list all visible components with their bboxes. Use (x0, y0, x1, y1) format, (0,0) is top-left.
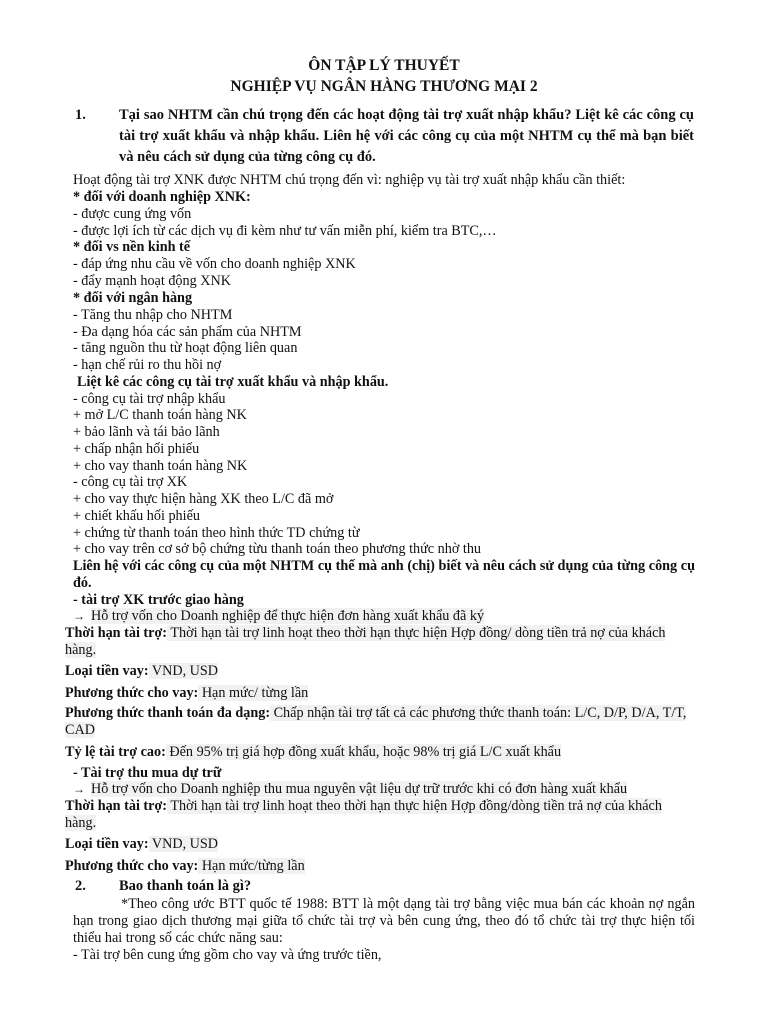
list-item: - hạn chế rủi ro thu hồi nợ (73, 357, 222, 373)
doc-title-line1: ÔN TẬP LÝ THUYẾT (308, 57, 460, 74)
list-item: - Tài trợ bên cung ứng gồm cho vay và ứng trước tiền, (73, 947, 382, 963)
question-2-text: Bao thanh toán là gì? (119, 878, 252, 894)
list-item: - công cụ tài trợ nhập khẩu (73, 391, 226, 407)
section-1-phuong-thuc-thanh-toan (65, 705, 695, 739)
label: Thời hạn tài trợ: (65, 625, 168, 641)
heading-doanh-nghiep: * đối với doanh nghiệp XNK: (73, 189, 251, 205)
section-1-phuong-thuc-vay (65, 685, 308, 702)
doc-title-line2: NGHIỆP VỤ NGÂN HÀNG THƯƠNG MẠI 2 (230, 78, 538, 95)
question-1-text: Tại sao NHTM cần chú trọng đến các hoạt động tài trợ xuất nhập khẩu? Liệt kê các công cụ tài trợ xuất khẩu và nhập khẩu. Liên hệ với các công cụ của một NHTM cụ thể mà bạn biết và nêu cách sử dụng của từng công cụ đó. (119, 107, 694, 165)
section-2-loai-tien (65, 836, 218, 853)
list-item: + cho vay trên cơ sở bộ chứng từu thanh toán theo phương thức nhờ thu (73, 541, 482, 557)
list-item: + cho vay thanh toán hàng NK (73, 458, 248, 474)
label: Phương thức cho vay: (65, 858, 199, 874)
list-item: + chấp nhận hối phiếu (73, 441, 200, 457)
label: Phương thức cho vay: (65, 685, 199, 701)
arrow-right-icon: → (73, 609, 85, 623)
desc-text: Hỗ trợ vốn cho Doanh nghiệp để thực hiện đơn hàng xuất khẩu đã ký (91, 608, 485, 624)
label: Loại tiền vay: (65, 836, 149, 852)
value: Hạn mức/từng lần (198, 858, 305, 874)
heading-nen-kinh-te: * đối vs nền kinh tế (73, 239, 191, 255)
label: Loại tiền vay: (65, 663, 149, 679)
list-item: - đẩy mạnh hoạt động XNK (73, 273, 232, 289)
section-2-description (73, 781, 627, 798)
section-1-heading: - tài trợ XK trước giao hàng (73, 592, 244, 608)
desc-text: Hỗ trợ vốn cho Doanh nghiệp thu mua nguyên vật liệu dự trữ trước khi có đơn hàng xuất khẩu (91, 781, 628, 797)
section-1-ty-le (65, 744, 561, 761)
section-1-thoi-han (65, 625, 695, 659)
section-2-phuong-thuc-vay (65, 858, 305, 875)
section-1-description (73, 608, 484, 625)
list-item: - tăng nguồn thu từ hoạt động liên quan (73, 340, 298, 356)
heading-ngan-hang: * đối với ngân hàng (73, 290, 193, 306)
list-item: - được lợi ích từ các dịch vụ đi kèm như tư vấn miễn phí, kiểm tra BTC,… (73, 223, 497, 239)
question-1-number: 1. (75, 107, 86, 123)
heading-liet-ke: Liệt kê các công cụ tài trợ xuất khẩu và nhập khẩu. (77, 374, 389, 390)
list-item: + chứng từ thanh toán theo hình thức TD chứng từ (73, 525, 360, 541)
value: Thời hạn tài trợ linh hoạt theo thời hạn thực hiện Hợp đồng/dòng tiền trả nợ của khách hàng. (65, 798, 662, 831)
label: Phương thức thanh toán đa dạng: (65, 705, 271, 721)
list-item: + chiết khấu hối phiếu (73, 508, 200, 524)
list-item: - Đa dạng hóa các sản phẩm của NHTM (73, 324, 302, 340)
value: Thời hạn tài trợ linh hoạt theo thời hạn thực hiện Hợp đồng/ dòng tiền trả nợ của khách hàng. (65, 625, 666, 658)
answer-2-paragraph: *Theo công ước BTT quốc tế 1988: BTT là một dạng tài trợ bằng việc mua bán các khoản nợ ngắn hạn trong giao dịch thương mại giữa tổ chức tài trợ và bên cung ứng, theo đó tổ chức tài trợ thực hiện tối thiểu hai trong số các chức năng sau: (73, 896, 695, 946)
list-item: - công cụ tài trợ XK (73, 474, 188, 490)
answer-1-intro: Hoạt động tài trợ XNK được NHTM chú trọng đến vì: nghiệp vụ tài trợ xuất nhập khẩu cần thiết: (73, 172, 626, 188)
value: VND, USD (148, 836, 219, 852)
section-2-thoi-han (65, 798, 695, 832)
list-item: + bảo lãnh và tái bảo lãnh (73, 424, 220, 440)
section-2-heading: - Tài trợ thu mua dự trữ (73, 765, 222, 781)
value: VND, USD (148, 663, 219, 679)
label: Tỷ lệ tài trợ cao: (65, 744, 166, 760)
list-item: - được cung ứng vốn (73, 206, 192, 222)
value: Chấp nhận tài trợ tất cả các phương thức thanh toán: L/C, D/P, D/A, T/T, CAD (65, 705, 687, 738)
label: Thời hạn tài trợ: (65, 798, 168, 814)
list-item: + mở L/C thanh toán hàng NK (73, 407, 247, 423)
heading-lien-he: Liên hệ với các công cụ của một NHTM cụ thế mà anh (chị) biết và nêu cách sử dụng của từng công cụ đó. (73, 558, 695, 591)
list-item: + cho vay thực hiện hàng XK theo L/C đã mở (73, 491, 334, 507)
section-1-loai-tien (65, 663, 218, 680)
arrow-right-icon: → (73, 782, 85, 796)
list-item: - Tăng thu nhập cho NHTM (73, 307, 233, 323)
question-2-number: 2. (75, 878, 86, 894)
list-item: - đáp ứng nhu cầu về vốn cho doanh nghiệp XNK (73, 256, 356, 272)
value: Đến 95% trị giá hợp đồng xuất khẩu, hoặc 98% trị giá L/C xuất khẩu (165, 744, 562, 760)
value: Hạn mức/ từng lần (198, 685, 309, 701)
